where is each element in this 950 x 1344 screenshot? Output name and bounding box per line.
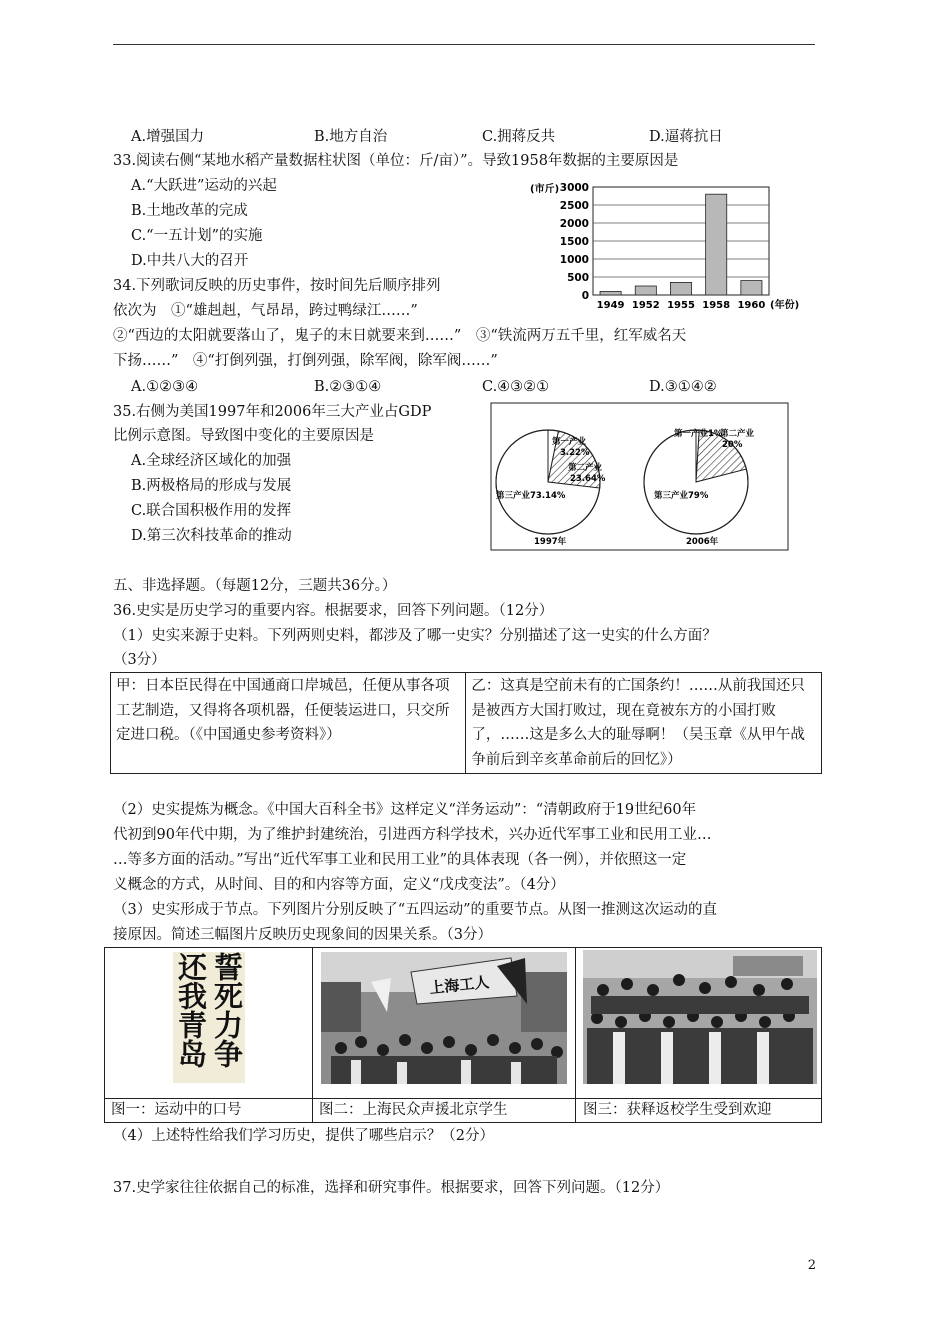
q35-option-b: B.两极格局的形成与发展: [131, 478, 292, 494]
chart-x-ticks: [597, 300, 766, 311]
q36-part1-line1: （1）史实来源于史料。下列两则史料，都涉及了哪一史实？分别描述了这一史实的什么方面？: [113, 628, 717, 644]
q34-line2: 依次为 ①“雄赳赳，气昂昂，跨过鸭绿江……”: [113, 303, 418, 319]
q36-part3-line1: （3）史实形成于节点。下列图片分别反映了“五四运动”的重要节点。从图一推测这次运动的直: [113, 902, 718, 918]
y-tick-label: 2000: [559, 218, 589, 230]
bar-1952: [635, 286, 656, 295]
q34-option-d: D.③①④②: [649, 379, 717, 395]
q34-line1: 34.下列歌词反映的历史事件，按时间先后顺序排列: [113, 278, 441, 294]
q36-part2-line2: 代初到90年代中期，为了维护封建统治，引进西方科学技术，兴办近代军事工业和民用工业…: [113, 827, 712, 843]
q36-part2-line3: …等多方面的活动。”写出“近代军事工业和民用工业”的具体表现（各一例），并依照这一定: [113, 852, 687, 868]
pie-1997: [496, 430, 606, 534]
bar-1955: [670, 282, 691, 295]
page-number: 2: [807, 1258, 816, 1273]
chart-bars: [600, 194, 762, 295]
figure-3-caption: 图三：获释返校学生受到欢迎: [583, 1102, 772, 1118]
q37-stem: 37.史学家往往依据自己的标准，选择和研究事件。根据要求，回答下列问题。（12分）: [113, 1180, 670, 1196]
q33-option-a: A.“大跃进”运动的兴起: [131, 178, 277, 194]
slice-value: 23.64%: [570, 474, 606, 484]
slice-label: 第一产业1%: [674, 429, 723, 439]
y-tick-label: 500: [567, 272, 589, 284]
slice-value: 20%: [722, 440, 743, 450]
figure-2-banner: 上海工人: [428, 973, 491, 998]
figure-1-slogan: [173, 952, 245, 1083]
figures-table: [104, 947, 822, 1123]
q33-option-d: D.中共八大的召开: [131, 253, 249, 269]
x-tick-label: 1952: [631, 300, 660, 311]
slice-label: 第三产业73.14%: [496, 491, 566, 501]
q35-option-c: C.联合国积极作用的发挥: [131, 503, 292, 519]
q35-option-a: A.全球经济区域化的加强: [131, 453, 292, 469]
header-rule: [113, 44, 815, 45]
slice-label: 第一产业: [552, 437, 587, 447]
x-tick-label: 1958: [702, 300, 731, 311]
q34-option-b: B.②③①④: [314, 379, 382, 395]
y-tick-label: 2500: [559, 200, 589, 212]
q33-stem: 33.阅读右侧“某地水稻产量数据柱状图（单位：斤/亩）”。导致1958年数据的主要原因是: [113, 153, 679, 169]
x-tick-label: 1949: [596, 300, 625, 311]
slice-value: 3.22%: [560, 448, 590, 458]
q36-part2-line1: （2）史实提炼为概念。《中国大百科全书》这样定义“洋务运动”：“清朝政府于19世纪60年: [113, 802, 697, 818]
source-a: 甲：日本臣民得在中国通商口岸城邑，任便从事各项工艺制造，又得将各项机器，任便装运进口，只交所定进口税。（《中国通史参考资料》）: [111, 673, 466, 774]
q35-line2: 比例示意图。导致图中变化的主要原因是: [113, 428, 374, 444]
section-5-heading: 五、非选择题。（每题12分，三题共36分。）: [113, 578, 397, 594]
q35-line1: 35.右侧为美国1997年和2006年三大产业占GDP: [113, 404, 432, 420]
x-tick-label: 1955: [667, 300, 695, 311]
q32-option-a: A.增强国力: [131, 129, 205, 145]
figure-2-photo: [321, 952, 567, 1084]
bar-1960: [741, 281, 762, 295]
q36-part1-line2: （3分）: [113, 652, 166, 668]
figure-1-caption: 图一：运动中的口号: [111, 1102, 242, 1118]
q35-option-d: D.第三次科技革命的推动: [131, 528, 292, 544]
q33-option-c: C.“一五计划”的实施: [131, 228, 263, 244]
slice-label: 第三产业79%: [654, 491, 709, 501]
rice-yield-bar-chart: [520, 178, 830, 314]
chart-y-unit: (市斤): [530, 184, 560, 195]
q33-option-b: B.土地改革的完成: [131, 203, 248, 219]
figure-2-caption: 图二：上海民众声援北京学生: [319, 1102, 508, 1118]
q34-option-a: A.①②③④: [131, 379, 199, 395]
y-tick-label: 0: [581, 290, 589, 302]
slogan-col-right: 誓死力争: [210, 952, 244, 1068]
q34-option-c: C.④③②①: [482, 379, 550, 395]
q34-line3: ②“西边的太阳就要落山了，鬼子的末日就要来到……” ③“铁流两万五千里，红军威名天: [113, 328, 687, 344]
chart-x-unit: (年份): [770, 300, 800, 311]
slice-label: 第二产业: [720, 429, 755, 439]
q36-sources-table: [110, 672, 822, 774]
q36-part3-line2: 接原因。简述三幅图片反映历史现象间的因果关系。（3分）: [113, 927, 492, 943]
q32-option-b: B.地方自治: [314, 129, 388, 145]
source-b: 乙：这真是空前未有的亡国条约！……从前我国还只是被西方大国打败过，现在竟被东方的小国打败了，……这是多么大的耻辱啊！（吴玉章《从甲午战争前后到辛亥革命前后的回忆》）: [466, 673, 822, 774]
q32-option-c: C.拥蒋反共: [482, 129, 556, 145]
slice-label: 第二产业: [568, 463, 603, 473]
bar-1949: [600, 291, 621, 295]
q34-line4: 下扬……” ④“打倒列强，打倒列强，除军阀，除军阀……”: [113, 353, 498, 369]
slogan-col-left: 还我青岛: [174, 952, 208, 1068]
q36-part2-line4: 义概念的方式，从时间、目的和内容等方面，定义“戊戌变法”。（4分）: [113, 877, 565, 893]
pie-2006: [644, 428, 755, 534]
q36-stem: 36.史实是历史学习的重要内容。根据要求，回答下列问题。（12分）: [113, 603, 554, 619]
y-tick-label: 3000: [559, 182, 589, 194]
y-tick-label: 1500: [559, 236, 589, 248]
figure-3-photo: [583, 950, 817, 1084]
y-tick-label: 1000: [559, 254, 589, 266]
q32-option-d: D.逼蒋抗日: [649, 129, 723, 145]
chart-y-ticks: [560, 182, 589, 302]
q36-part4: （4）上述特性给我们学习历史，提供了哪些启示？（2分）: [113, 1128, 494, 1144]
pie-2006-year: 2006年: [686, 537, 719, 547]
pie-1997-year: 1997年: [534, 537, 567, 547]
chart-gridlines: [593, 205, 769, 277]
gdp-pie-charts: [490, 402, 790, 552]
bar-1958: [706, 194, 727, 295]
x-tick-label: 1960: [737, 300, 766, 311]
